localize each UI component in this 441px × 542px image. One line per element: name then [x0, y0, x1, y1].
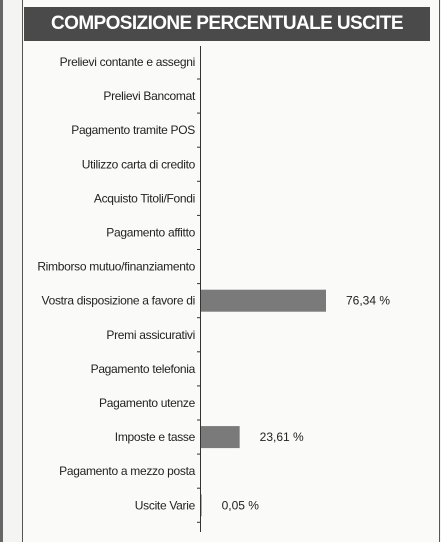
category-label: Pagamento a mezzo posta	[59, 464, 195, 479]
chart-rows	[37, 55, 390, 522]
category-label: Vostra disposizione a favore di	[41, 293, 195, 308]
category-label: Pagamento tramite POS	[71, 123, 195, 138]
category-label: Pagamento telefonia	[90, 361, 195, 376]
category-label: Acquisto Titoli/Fondi	[93, 191, 195, 206]
category-label: Rimborso mutuo/finanziamento	[37, 259, 195, 274]
category-label: Prelievi contante e assegni	[59, 55, 195, 69]
bar	[201, 426, 240, 448]
category-label: Imposte e tasse	[114, 430, 195, 445]
category-label: Uscite Varie	[134, 498, 195, 513]
category-label: Pagamento utenze	[99, 396, 195, 410]
bar	[201, 290, 326, 312]
category-label: Premi assicurativi	[106, 327, 195, 342]
category-label: Pagamento affitto	[106, 225, 195, 240]
value-label: 0,05 %	[221, 498, 259, 513]
value-label: 76,34 %	[346, 293, 391, 308]
value-label: 23,61 %	[259, 430, 304, 445]
bar	[201, 494, 202, 516]
category-label: Utilizzo carta di credito	[81, 157, 195, 172]
chart-title: COMPOSIZIONE PERCENTUALE USCITE	[24, 7, 430, 41]
category-label: Prelievi Bancomat	[103, 89, 195, 104]
